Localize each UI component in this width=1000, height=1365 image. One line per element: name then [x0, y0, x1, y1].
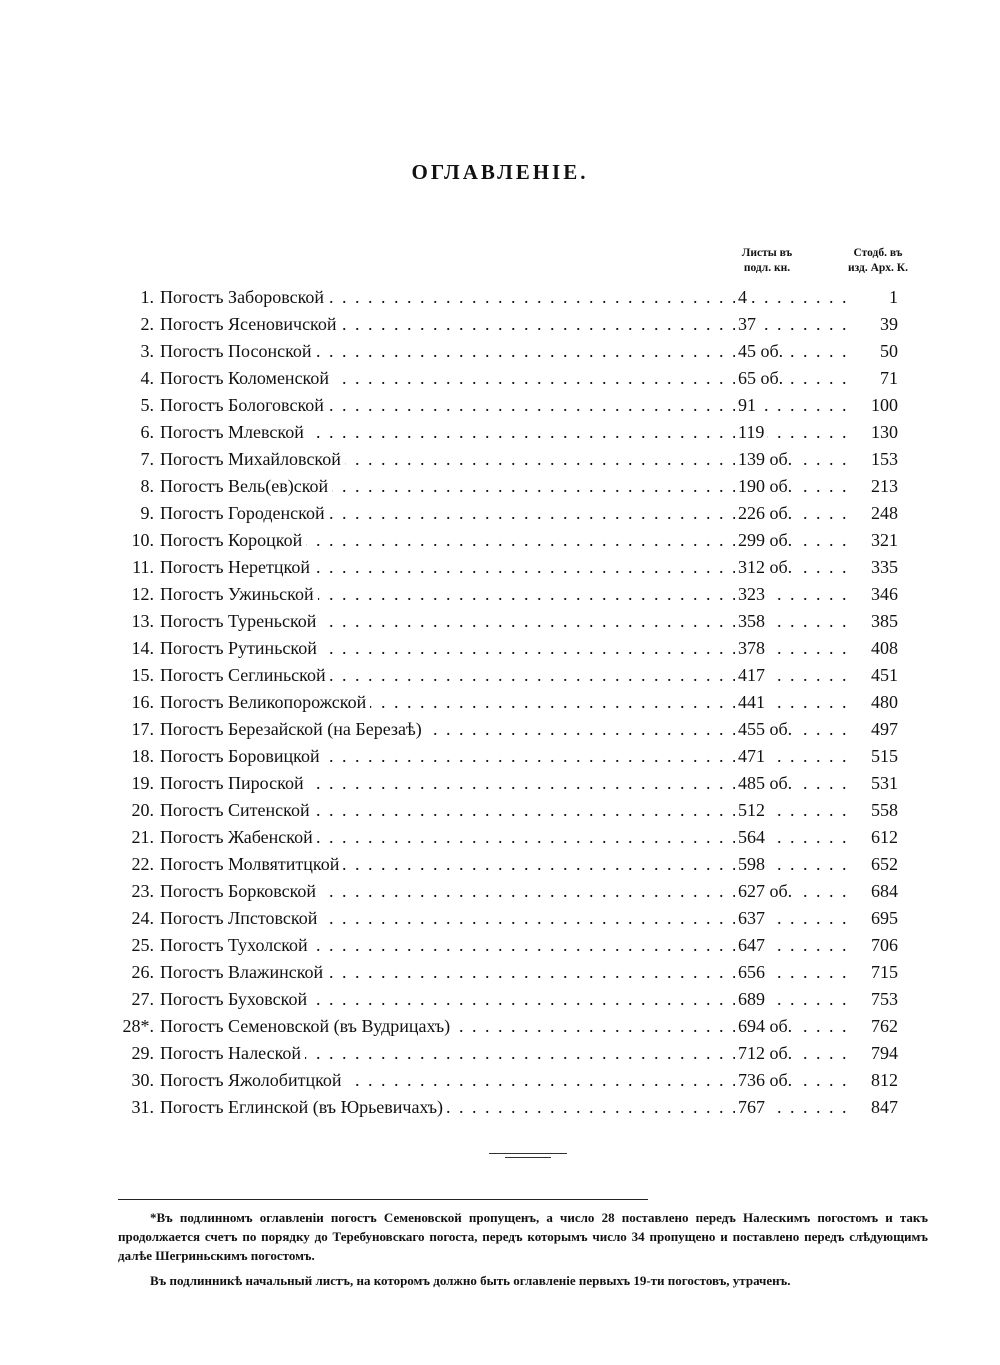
- entry-name: [160, 959, 735, 986]
- entry-name: [160, 1067, 735, 1094]
- entry-sheet-value: 512: [738, 800, 768, 820]
- toc-entry: [112, 959, 902, 986]
- entry-sheet-value: 471: [738, 746, 768, 766]
- entry-sheet: [738, 311, 848, 338]
- entry-number: 5.: [140, 395, 154, 415]
- entry-name-label: Погостъ Туреньской: [160, 611, 320, 631]
- entry-sheet: [738, 473, 848, 500]
- entry-sheet: [738, 608, 848, 635]
- entry-number: 28*.: [122, 1016, 154, 1036]
- entry-name: [160, 635, 735, 662]
- entry-name-label: Погостъ Лпстовской: [160, 908, 321, 928]
- entry-number: 15.: [131, 665, 154, 685]
- entry-name: [160, 608, 735, 635]
- column-header-sheets-line2: подл. кн.: [743, 262, 791, 274]
- entry-sheet-value: 767: [738, 1097, 768, 1117]
- entry-sheet: [738, 986, 848, 1013]
- entry-column: 695: [848, 905, 898, 932]
- entry-column: 652: [848, 851, 898, 878]
- entry-sheet: [738, 824, 848, 851]
- toc-entry: [112, 419, 902, 446]
- entry-number: 7.: [140, 449, 154, 469]
- entry-number: 30.: [131, 1070, 154, 1090]
- entry-sheet-value: 312 об.: [738, 557, 795, 577]
- entry-sheet-value: 45 об.: [738, 341, 786, 361]
- entry-name-label: Погостъ Бологовской: [160, 395, 328, 415]
- entry-column: 408: [848, 635, 898, 662]
- entry-name-label: Погостъ Налеской: [160, 1043, 305, 1063]
- entry-sheet-value: 417: [738, 665, 768, 685]
- entry-sheet-value: 441: [738, 692, 768, 712]
- entry-name-label: Погостъ Ужиньской: [160, 584, 318, 604]
- entry-name: [160, 1040, 735, 1067]
- entry-name: [160, 311, 735, 338]
- entry-name: [160, 284, 735, 311]
- entry-name-label: Погостъ Неретцкой: [160, 557, 314, 577]
- entry-name: [160, 986, 735, 1013]
- entry-number: 14.: [131, 638, 154, 658]
- entry-name: [160, 581, 735, 608]
- entry-name: [160, 932, 735, 959]
- entry-name-label: Погостъ Короцкой: [160, 530, 306, 550]
- entry-sheet: [738, 770, 848, 797]
- entry-name: [160, 1094, 735, 1121]
- entry-column: 847: [848, 1094, 898, 1121]
- entry-sheet-value: 37: [738, 314, 759, 334]
- column-header-columns-line2: изд. Арх. К.: [847, 262, 909, 274]
- entry-column: 39: [848, 311, 898, 338]
- entry-sheet: [738, 959, 848, 986]
- entry-name-label: Погостъ Еглинской (въ Юрьевичахъ): [160, 1097, 447, 1117]
- entry-sheet-value: 647: [738, 935, 768, 955]
- entry-name: [160, 716, 735, 743]
- entry-name-label: Погостъ Жабенской: [160, 827, 317, 847]
- toc-entry: [112, 1067, 902, 1094]
- entry-sheet: [738, 932, 848, 959]
- entry-name: [160, 392, 735, 419]
- entry-name-label: Погостъ Заборовской: [160, 287, 328, 307]
- entry-number: 1.: [140, 287, 154, 307]
- entry-number: 13.: [131, 611, 154, 631]
- entry-name: [160, 527, 735, 554]
- entry-name: [160, 824, 735, 851]
- entry-name-label: Погостъ Яжолобитцкой: [160, 1070, 346, 1090]
- footnote-text: Въ подлинникѣ начальный листъ, на которомъ должно быть оглавленіе первыхъ 19-ти погостовъ, утраченъ.: [150, 1273, 791, 1288]
- toc-entry: [112, 311, 902, 338]
- entry-name: [160, 338, 735, 365]
- entry-column: 346: [848, 581, 898, 608]
- toc-entry: [112, 770, 902, 797]
- entry-sheet: [738, 905, 848, 932]
- column-header-sheets-line1: Листы въ: [741, 247, 793, 259]
- entry-name-label: Погостъ Коломенской: [160, 368, 333, 388]
- entry-sheet: [738, 284, 848, 311]
- toc-entry: [112, 1094, 902, 1121]
- entry-name: [160, 554, 735, 581]
- footnote-rule: [118, 1199, 648, 1200]
- entry-number: 4.: [140, 368, 154, 388]
- entry-name: [160, 1013, 735, 1040]
- entry-number: 11.: [132, 557, 154, 577]
- entry-name-label: Погостъ Пироской: [160, 773, 308, 793]
- entry-name-label: Погостъ Сеглиньской: [160, 665, 330, 685]
- section-separator-short: [505, 1157, 551, 1158]
- toc-entry: [112, 365, 902, 392]
- footnote-text: *Въ подлинномъ оглавленіи погостъ Семеновской пропущенъ, а число 28 поставлено передъ Налескимъ погостомъ и такъ продолжается счетъ по порядку до Теребуновскаго погоста, передъ которымъ число 34 пропущено и поставлено передъ слѣдующимъ далѣе Шегриньскимъ погостомъ.: [118, 1210, 928, 1263]
- entry-number: 20.: [131, 800, 154, 820]
- entry-name: [160, 797, 735, 824]
- entry-sheet-value: 627 об.: [738, 881, 795, 901]
- entry-name: [160, 500, 735, 527]
- entry-number: 10.: [131, 530, 154, 550]
- entry-column: 1: [848, 284, 898, 311]
- entry-sheet: [738, 365, 848, 392]
- entry-column: 684: [848, 878, 898, 905]
- entry-name-label: Погостъ Буховской: [160, 989, 311, 1009]
- entry-sheet: [738, 797, 848, 824]
- toc-entry: [112, 851, 902, 878]
- entry-number: 25.: [131, 935, 154, 955]
- entry-name: [160, 419, 735, 446]
- entry-name: [160, 851, 735, 878]
- entry-name-label: Погостъ Березайской (на Березаѣ): [160, 719, 426, 739]
- toc-entry: [112, 554, 902, 581]
- toc-entry: [112, 284, 902, 311]
- entry-name-label: Погостъ Семеновской (въ Вудрицахъ): [160, 1016, 454, 1036]
- entry-name: [160, 473, 735, 500]
- entry-sheet-value: 485 об.: [738, 773, 795, 793]
- entry-column: 385: [848, 608, 898, 635]
- entry-number: 2.: [140, 314, 154, 334]
- entry-number: 8.: [140, 476, 154, 496]
- entry-column: 335: [848, 554, 898, 581]
- entry-number: 19.: [131, 773, 154, 793]
- entry-sheet-value: 656: [738, 962, 768, 982]
- entry-name-label: Погостъ Влажинской: [160, 962, 327, 982]
- entry-name-label: Погостъ Боровицкой: [160, 746, 324, 766]
- entry-sheet: [738, 1013, 848, 1040]
- toc-entry: [112, 662, 902, 689]
- entry-number: 26.: [131, 962, 154, 982]
- entry-name: [160, 770, 735, 797]
- column-header-columns: [826, 246, 930, 276]
- table-of-contents: [112, 284, 902, 1121]
- entry-sheet: [738, 1040, 848, 1067]
- entry-sheet-value: 637: [738, 908, 768, 928]
- entry-sheet: [738, 338, 848, 365]
- entry-sheet-value: 65 об.: [738, 368, 786, 388]
- entry-name: [160, 446, 735, 473]
- toc-entry: [112, 689, 902, 716]
- entry-number: 9.: [140, 503, 154, 523]
- entry-number: 21.: [131, 827, 154, 847]
- entry-column: 762: [848, 1013, 898, 1040]
- toc-entry: [112, 500, 902, 527]
- entry-number: 17.: [131, 719, 154, 739]
- entry-sheet: [738, 554, 848, 581]
- entry-sheet-value: 190 об.: [738, 476, 795, 496]
- entry-column: 50: [848, 338, 898, 365]
- entry-sheet: [738, 527, 848, 554]
- entry-number: 31.: [131, 1097, 154, 1117]
- entry-number: 3.: [140, 341, 154, 361]
- entry-sheet-value: 689: [738, 989, 768, 1009]
- entry-sheet: [738, 878, 848, 905]
- entry-sheet-value: 299 об.: [738, 530, 795, 550]
- entry-sheet: [738, 581, 848, 608]
- entry-number: 27.: [131, 989, 154, 1009]
- column-header-sheets: [722, 246, 812, 276]
- entry-column: 706: [848, 932, 898, 959]
- column-header-columns-line1: Стодб. въ: [853, 247, 903, 259]
- entry-sheet: [738, 635, 848, 662]
- entry-sheet-value: 712 об.: [738, 1043, 795, 1063]
- toc-entry: [112, 581, 902, 608]
- entry-sheet-value: 378: [738, 638, 768, 658]
- entry-name-label: Погостъ Борковской: [160, 881, 320, 901]
- toc-entry: [112, 608, 902, 635]
- toc-entry: [112, 338, 902, 365]
- entry-column: 213: [848, 473, 898, 500]
- entry-name-label: Погостъ Городенской: [160, 503, 329, 523]
- toc-entry: [112, 797, 902, 824]
- entry-column: 130: [848, 419, 898, 446]
- entry-column: 612: [848, 824, 898, 851]
- entry-sheet-value: 455 об.: [738, 719, 795, 739]
- entry-name-label: Погостъ Вель(ев)ской: [160, 476, 332, 496]
- footnotes: [118, 1208, 928, 1290]
- toc-entry: [112, 986, 902, 1013]
- entry-sheet: [738, 716, 848, 743]
- toc-entry: [112, 932, 902, 959]
- entry-name-label: Погостъ Ясеновичской: [160, 314, 341, 334]
- entry-sheet: [738, 500, 848, 527]
- entry-name-label: Погостъ Посонской: [160, 341, 316, 361]
- entry-name: [160, 743, 735, 770]
- entry-name-label: Погостъ Тухолской: [160, 935, 312, 955]
- entry-sheet-value: 694 об.: [738, 1016, 795, 1036]
- toc-entry: [112, 446, 902, 473]
- entry-name-label: Погостъ Молвятитцкой: [160, 854, 343, 874]
- entry-sheet: [738, 1094, 848, 1121]
- entry-column: 715: [848, 959, 898, 986]
- entry-sheet-value: 4: [738, 287, 750, 307]
- entry-sheet-value: 119: [738, 422, 767, 442]
- entry-name: [160, 689, 735, 716]
- toc-entry: [112, 1013, 902, 1040]
- entry-column: 515: [848, 743, 898, 770]
- entry-sheet-value: 323: [738, 584, 768, 604]
- entry-column: 100: [848, 392, 898, 419]
- entry-sheet: [738, 419, 848, 446]
- page-title: ОГЛАВЛЕНІЕ.: [411, 160, 589, 184]
- entry-sheet-value: 736 об.: [738, 1070, 795, 1090]
- entry-sheet: [738, 689, 848, 716]
- entry-name-label: Погостъ Великопорожской: [160, 692, 370, 712]
- entry-name-label: Погостъ Михайловской: [160, 449, 345, 469]
- entry-name: [160, 905, 735, 932]
- entry-sheet-value: 598: [738, 854, 768, 874]
- entry-sheet-value: 358: [738, 611, 768, 631]
- entry-name-label: Погостъ Ситенской: [160, 800, 314, 820]
- toc-entry: [112, 743, 902, 770]
- entry-number: 29.: [131, 1043, 154, 1063]
- entry-column: 812: [848, 1067, 898, 1094]
- entry-column: 321: [848, 527, 898, 554]
- entry-column: 71: [848, 365, 898, 392]
- entry-number: 18.: [131, 746, 154, 766]
- entry-sheet: [738, 662, 848, 689]
- entry-sheet: [738, 392, 848, 419]
- entry-sheet-value: 564: [738, 827, 768, 847]
- entry-column: 753: [848, 986, 898, 1013]
- entry-name-label: Погостъ Рутиньской: [160, 638, 321, 658]
- entry-column: 558: [848, 797, 898, 824]
- entry-column: 451: [848, 662, 898, 689]
- entry-name: [160, 878, 735, 905]
- entry-number: 22.: [131, 854, 154, 874]
- entry-number: 6.: [140, 422, 154, 442]
- entry-column: 248: [848, 500, 898, 527]
- entry-number: 12.: [131, 584, 154, 604]
- entry-name: [160, 365, 735, 392]
- toc-entry: [112, 392, 902, 419]
- entry-column: 794: [848, 1040, 898, 1067]
- entry-name: [160, 662, 735, 689]
- entry-sheet: [738, 851, 848, 878]
- toc-entry: [112, 878, 902, 905]
- toc-entry: [112, 527, 902, 554]
- entry-number: 23.: [131, 881, 154, 901]
- toc-entry: [112, 473, 902, 500]
- entry-sheet: [738, 1067, 848, 1094]
- entry-column: 153: [848, 446, 898, 473]
- entry-column: 531: [848, 770, 898, 797]
- section-separator: [489, 1153, 567, 1154]
- entry-sheet-value: 139 об.: [738, 449, 795, 469]
- toc-entry: [112, 1040, 902, 1067]
- entry-sheet: [738, 743, 848, 770]
- entry-number: 16.: [131, 692, 154, 712]
- entry-sheet: [738, 446, 848, 473]
- toc-entry: [112, 905, 902, 932]
- entry-sheet-value: 226 об.: [738, 503, 795, 523]
- entry-column: 480: [848, 689, 898, 716]
- toc-entry: [112, 635, 902, 662]
- toc-entry: [112, 824, 902, 851]
- entry-number: 24.: [131, 908, 154, 928]
- entry-name-label: Погостъ Млевской: [160, 422, 308, 442]
- toc-entry: [112, 716, 902, 743]
- entry-sheet-value: 91: [738, 395, 759, 415]
- entry-column: 497: [848, 716, 898, 743]
